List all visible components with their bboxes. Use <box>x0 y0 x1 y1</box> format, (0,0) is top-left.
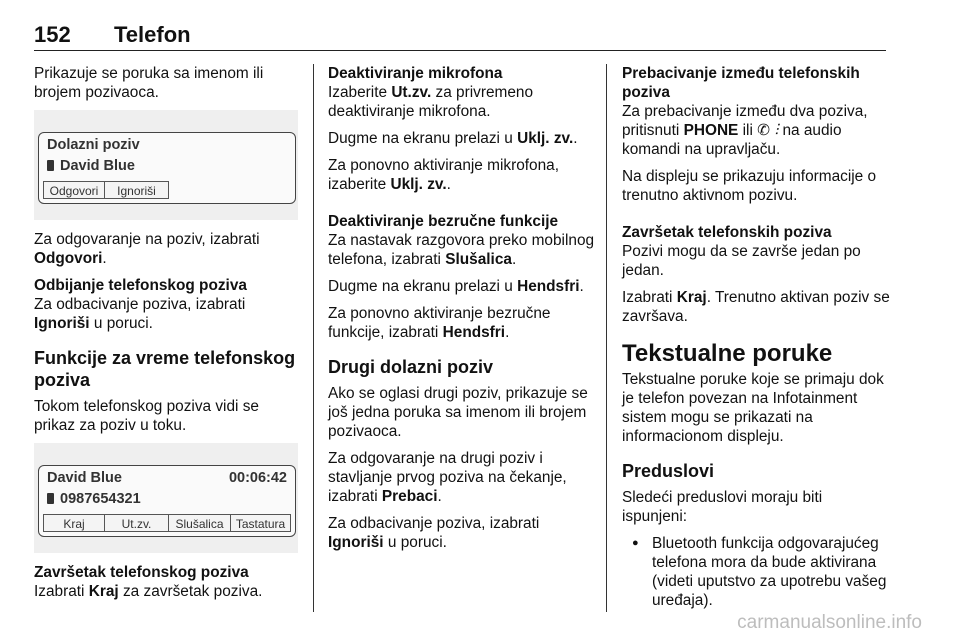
bold-text: Slušalica <box>445 251 512 268</box>
text: . <box>446 176 451 193</box>
handsfree-paragraph-2 <box>328 277 598 296</box>
sms-paragraph: Tekstualne poruke koje se primaju dok je telefon povezan na Infotainment sistem mogu se prikazati na informacionom displeju. <box>622 371 884 445</box>
answer-button[interactable]: Odgovori <box>43 181 105 199</box>
handsfree-heading: Deaktiviranje bezručne funkcije <box>328 213 559 230</box>
text: . <box>511 251 517 268</box>
functions-heading: Funkcije za vreme telefonskog poziva <box>34 348 296 390</box>
bold-text: PHONE <box>683 122 739 139</box>
screen-button-row <box>43 181 169 199</box>
end-bold: Kraj <box>88 583 119 600</box>
switch-heading: Prebacivanje između telefonskih poziva <box>622 65 860 101</box>
page-number: 152 <box>34 22 71 47</box>
end-text-pre: Izabrati <box>34 583 89 600</box>
text: u poruci. <box>383 534 447 551</box>
text: Za odgovaranje na drugi poziv i stavljanje prvog poziva na čekanje, izabrati <box>328 450 567 505</box>
column-1 <box>34 64 302 609</box>
page-header <box>34 22 886 51</box>
screen-title: Dolazni poziv <box>47 137 140 153</box>
mic-paragraph-3 <box>328 156 598 194</box>
bold-text: Hendsfri <box>517 278 580 295</box>
second-call-paragraph-2 <box>328 449 598 506</box>
end-call-button[interactable]: Kraj <box>43 514 105 532</box>
sms-heading: Tekstualne poruke <box>622 340 833 367</box>
text: Izaberite <box>328 84 392 101</box>
reject-heading: Odbijanje telefonskog poziva <box>34 277 247 294</box>
caller-name: David Blue <box>60 158 135 174</box>
text: . <box>505 324 510 341</box>
bold-text: Ut.zv. <box>391 84 432 101</box>
text: Dugme na ekranu prelazi u <box>328 278 518 295</box>
prerequisites-bullet: ● Bluetooth funkcija odgovarajućeg telefona mora da bude aktivirana (videti uputstvo za upotrebu vašeg uređaja). <box>622 534 890 610</box>
watermark: carmanualsonline.info <box>737 612 922 633</box>
text: Za odbacivanje poziva, izabrati <box>328 515 540 532</box>
incoming-call-screen <box>38 132 296 204</box>
text: ili <box>738 122 758 139</box>
bold-text: Prebaci <box>381 488 438 505</box>
text: . <box>437 488 442 505</box>
reject-tail: u poruci. <box>89 315 153 332</box>
end-calls-paragraph-2 <box>622 288 890 326</box>
mic-paragraph-1 <box>328 83 598 121</box>
switch-paragraph-2: Na displeju se prikazuju informacije o trenutno aktivnom pozivu. <box>622 168 877 204</box>
second-call-heading: Drugi dolazni poziv <box>328 357 493 377</box>
handset-button[interactable]: Slušalica <box>169 514 231 532</box>
handsfree-paragraph-3 <box>328 304 598 342</box>
text: za privremeno deaktiviranje mikrofona. <box>328 84 534 120</box>
mic-paragraph-2 <box>328 129 598 148</box>
prerequisites-paragraph: Sledeći preduslovi moraju biti ispunjeni: <box>622 489 823 525</box>
prerequisites-heading: Preduslovi <box>622 461 715 481</box>
second-call-paragraph-1: Ako se oglasi drugi poziv, prikazuje se još jedna poruka sa imenom ili brojem pozivaoca. <box>328 385 588 440</box>
intro-paragraph: Prikazuje se poruka sa imenom ili brojem pozivaoca. <box>34 65 264 101</box>
mic-heading: Deaktiviranje mikrofona <box>328 65 503 82</box>
text: . <box>573 130 578 147</box>
text: . <box>579 278 584 295</box>
reject-text: Za odbacivanje poziva, izabrati <box>34 296 246 313</box>
text: Izabrati <box>622 289 677 306</box>
active-caller-number-line <box>47 490 141 509</box>
screen-button-row <box>43 514 291 532</box>
end-call-heading: Završetak telefonskog poziva <box>34 564 249 581</box>
text: Dugme na ekranu prelazi u <box>328 130 518 147</box>
column-3 <box>622 64 890 618</box>
keypad-button[interactable]: Tastatura <box>231 514 291 532</box>
handsfree-paragraph-1 <box>328 231 598 269</box>
reject-paragraph <box>34 295 302 333</box>
mobile-phone-icon <box>47 493 54 504</box>
functions-paragraph: Tokom telefonskog poziva vidi se prikaz za poziv u toku. <box>34 398 259 434</box>
bold-text: Uklj. zv. <box>517 130 574 147</box>
incoming-call-figure <box>34 110 298 220</box>
active-caller-name: David Blue <box>47 470 122 486</box>
column-divider <box>313 64 314 612</box>
text: Za nastavak razgovora preko mobilnog telefona, izabrati <box>328 232 595 268</box>
answer-text: Za odgovaranje na poziv, izabrati <box>34 231 260 248</box>
answer-paragraph: Za odgovaranje na poziv, izabrati Odgovori. <box>34 231 260 267</box>
column-2 <box>328 64 598 560</box>
text: Za ponovno aktiviranje mikrofona, izaberite <box>328 157 559 193</box>
end-call-paragraph <box>34 582 302 601</box>
text: Za prebacivanje između dva poziva, pritisnuti <box>622 103 868 139</box>
answer-bold: Odgovori <box>34 250 103 267</box>
bold-text: Uklj. zv. <box>390 176 447 193</box>
column-divider <box>606 64 607 612</box>
text: Za ponovno aktiviranje bezručne funkcije, izabrati <box>328 305 551 341</box>
screen-caller <box>47 157 135 176</box>
text: . Trenutno aktivan poziv se završava. <box>622 289 890 325</box>
end-text-post: za završetak poziva. <box>118 583 263 600</box>
reject-bold: Ignoriši <box>34 315 90 332</box>
second-call-paragraph-3 <box>328 514 598 552</box>
ignore-button[interactable]: Ignoriši <box>105 181 169 199</box>
phone-steering-icon: ✆ ⫶ <box>757 122 779 139</box>
text: na audio komandi na upravljaču. <box>622 122 842 158</box>
end-calls-paragraph-1: Pozivi mogu da se završe jedan po jedan. <box>622 243 861 279</box>
mobile-phone-icon <box>47 160 54 171</box>
caller-number: 0987654321 <box>60 491 141 507</box>
bold-text: Ignoriši <box>328 534 384 551</box>
end-calls-heading: Završetak telefonskih poziva <box>622 224 832 241</box>
bold-text: Hendsfri <box>442 324 506 341</box>
switch-paragraph-1 <box>622 102 890 159</box>
chapter-title: Telefon <box>114 22 191 47</box>
active-call-screen <box>38 465 296 537</box>
call-timer: 00:06:42 <box>228 470 287 486</box>
bold-text: Kraj <box>676 289 707 306</box>
mute-button[interactable]: Ut.zv. <box>105 514 169 532</box>
active-call-figure <box>34 443 298 553</box>
